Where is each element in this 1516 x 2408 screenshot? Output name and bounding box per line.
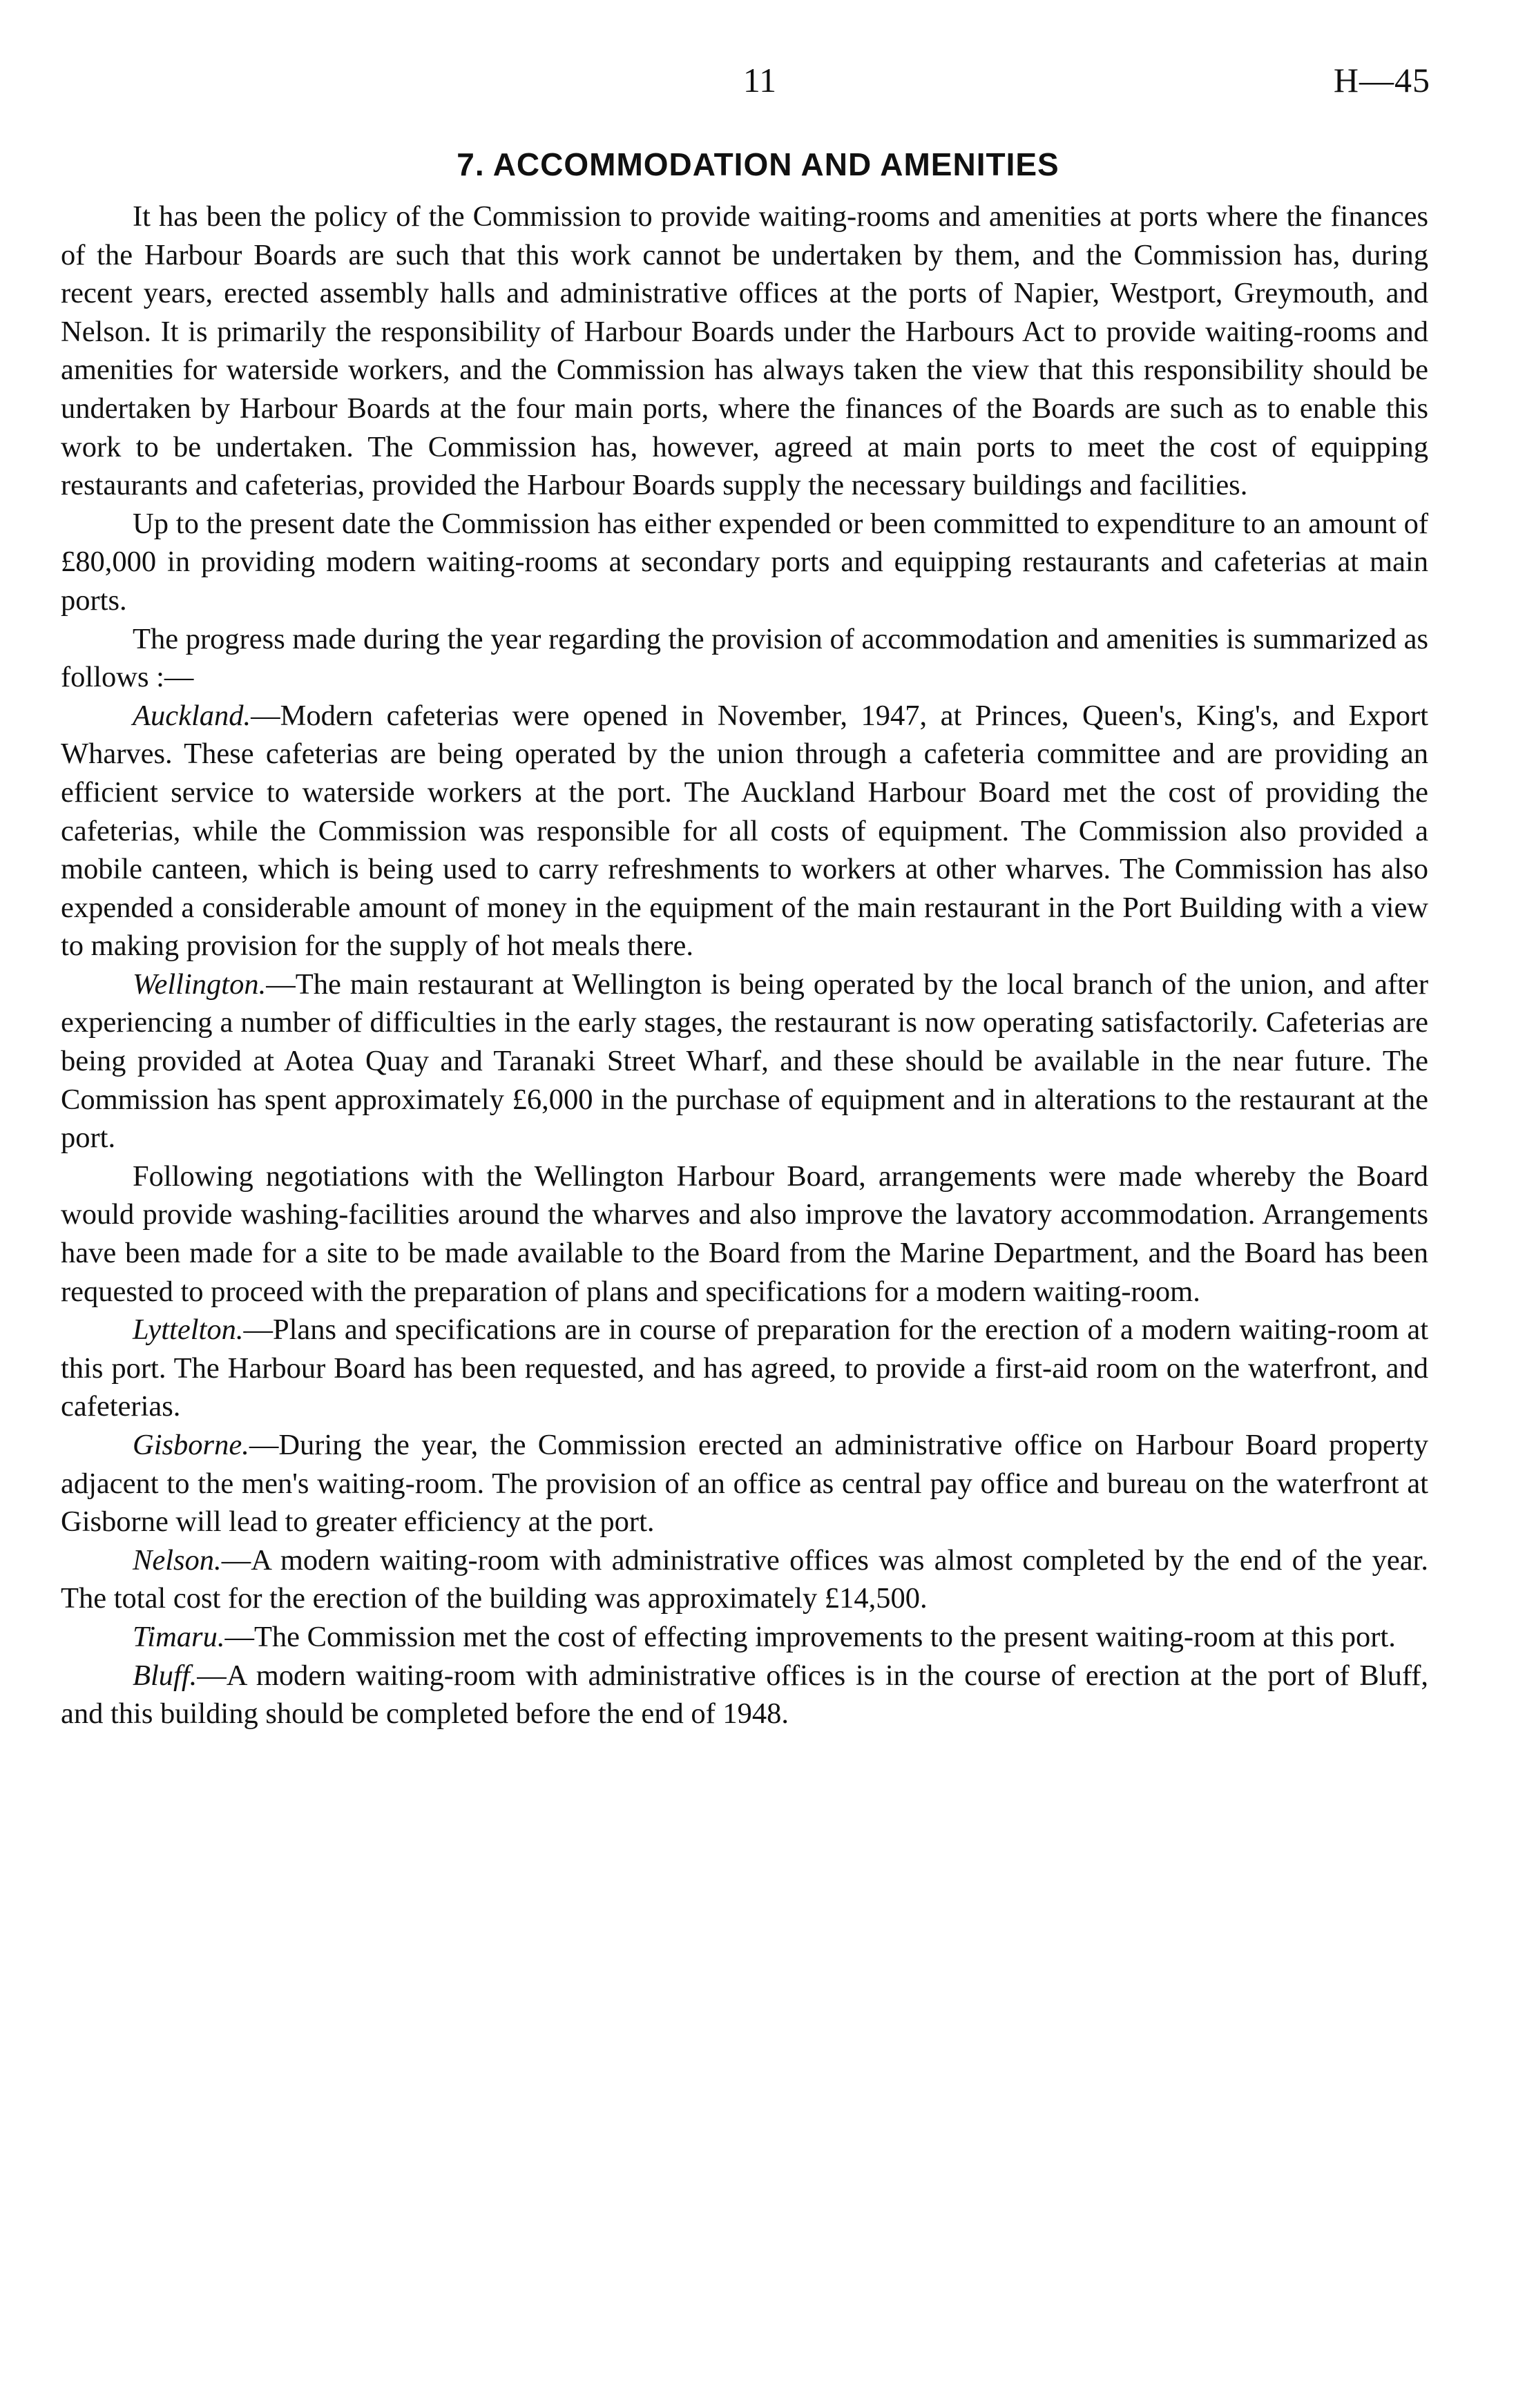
wellington-paragraph — [61, 965, 1428, 1157]
timaru-text: —The Commission met the cost of effecting improvements to the present waiting-room at this port. — [224, 1620, 1396, 1653]
lyttelton-heading: Lyttelton. — [133, 1313, 244, 1347]
policy-paragraph: It has been the policy of the Commission to provide waiting-rooms and amenities at ports where the finances of the Harbour Boards are such that this work cannot be undertaken by them, and the Commission has, during recent years, erected assembly halls and administrative offices at the ports of Napier, Westport, Greymouth, and Nelson. It is primarily the responsibility of Harbour Boards under the Harbours Act to provide waiting-rooms and amenities for waterside workers, and the Commission has always taken the view that this responsibility should be undertaken by Harbour Boards at the four main ports, where the finances of the Boards are such as to enable this work to be undertaken. The Commission has, however, agreed at main ports to meet the cost of equipping restaurants and cafeterias, provided the Harbour Boards supply the necessary buildings and facilities. — [61, 200, 1428, 502]
nelson-paragraph — [61, 1541, 1428, 1618]
bluff-text: —A modern waiting-room with administrative offices is in the course of erection at the port of Bluff, and this building should be completed before the end of 1948. — [61, 1659, 1428, 1731]
auckland-heading: Auckland. — [133, 699, 251, 732]
timaru-heading: Timaru. — [133, 1620, 225, 1653]
auckland-text: —Modern cafeterias were opened in November, 1947, at Princes, Queen's, King's, and Export Wharves. These cafeterias are being operated by the union through a cafeteria committee and are providing an efficient service to waterside workers at the port. The Auckland Harbour Board met the cost of providing the cafeterias, while the Commission was responsible for all costs of equipment. The Commission also provided a mobile canteen, which is being used to carry refreshments to workers at other wharves. The Commission has also expended a considerable amount of money in the equipment of the main restaurant in the Port Building with a view to making provision for the supply of hot meals there. — [61, 699, 1428, 963]
body-text — [61, 198, 1428, 1733]
gisborne-text: —During the year, the Commission erected an administrative office on Harbour Board property adjacent to the men's waiting-room. The provision of an office as central pay office and bureau on the waterfront at Gisborne will lead to greater efficiency at the port. — [61, 1429, 1428, 1539]
nelson-text: —A modern waiting-room with administrative offices was almost completed by the end of the year. The total cost for the erection of the building was approximately £14,500. — [61, 1543, 1428, 1615]
nelson-heading: Nelson. — [133, 1543, 222, 1577]
page-number: 11 — [742, 61, 777, 99]
gisborne-heading: Gisborne. — [133, 1429, 249, 1461]
section-heading: 7. ACCOMMODATION AND AMENITIES — [457, 146, 1059, 182]
document-reference: H—45 — [1333, 61, 1430, 99]
timaru-paragraph — [61, 1618, 1428, 1657]
lyttelton-paragraph — [61, 1311, 1428, 1426]
auckland-paragraph — [61, 697, 1428, 965]
wellington-heading: Wellington. — [133, 967, 267, 1001]
bluff-paragraph — [61, 1657, 1428, 1733]
lyttelton-text: —Plans and specifications are in course of preparation for the erection of a modern waiting-room at this port. The Harbour Board has been requested, and has agreed, to provide a first-aid room on the waterfront, and cafeterias. — [61, 1313, 1428, 1423]
progress-paragraph: The progress made during the year regarding the provision of accommodation and amenities is summarized as follows :— — [61, 622, 1428, 694]
wellington-followup-paragraph: Following negotiations with the Wellington Harbour Board, arrangements were made whereby the Board would provide washing-facilities around the wharves and also improve the lavatory accommodation. Arrangements have been made for a site to be made available to the Board from the Marine Department, and the Board has been requested to proceed with the preparation of plans and specifications for a modern waiting-room. — [61, 1159, 1428, 1308]
bluff-heading: Bluff. — [133, 1659, 198, 1692]
wellington-text: —The main restaurant at Wellington is being operated by the local branch of the union, and after experiencing a number of difficulties in the early stages, the restaurant is now operating satisfactorily. Cafeterias are being provided at Aotea Quay and Taranaki Street Wharf, and these should be available in the near future. The Commission has spent approximately £6,000 in the purchase of equipment and in alterations to the restaurant at the port. — [61, 967, 1428, 1155]
gisborne-paragraph — [61, 1426, 1428, 1541]
expenditure-paragraph: Up to the present date the Commission has either expended or been committed to expenditure to an amount of £80,000 in providing modern waiting-rooms at secondary ports and equipping restaurants and cafeterias at main ports. — [61, 507, 1428, 617]
